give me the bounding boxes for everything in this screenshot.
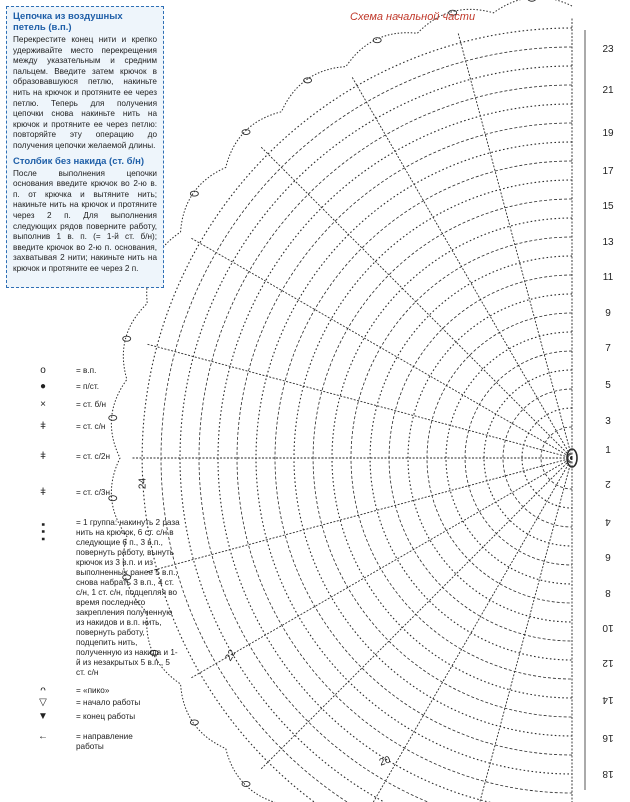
row-number: 24 xyxy=(137,477,149,490)
work-end-icon: ▼ xyxy=(38,711,48,722)
row-number: 7 xyxy=(605,343,611,354)
row-number: 17 xyxy=(602,166,614,177)
row-number: 1 xyxy=(605,445,611,456)
legend-label: = ст. с/3н xyxy=(76,488,110,497)
stitch-row-arc xyxy=(199,85,572,802)
row-number: 16 xyxy=(602,732,614,743)
spoke-line xyxy=(191,458,572,678)
stitch-row-arc xyxy=(503,389,572,527)
row-number: 11 xyxy=(602,272,614,283)
instruction-text-sc: После выполнения цепочки основания введите крючок во 2-ю в. п. от крючка и вытяните нить; накиньте нить на крючок и протяните через 2 п. Для выполнения следующих рядов поверните работу, выполнив 1 в. п. (= 1-й ст. б/н); введите крючок во 2-ю п. основания, захватывая 2 нити; накиньте нить на крючок и протяните ее через 2 п. xyxy=(13,168,157,273)
row-number: 5 xyxy=(605,380,611,391)
legend-label: = в.п. xyxy=(76,366,97,375)
spoke-line xyxy=(147,458,572,572)
scheme-title: Схема начальной части xyxy=(350,11,476,23)
treble-crochet-icon: ǂ xyxy=(40,451,46,462)
scalloped-edge xyxy=(111,0,572,802)
instruction-heading-sc: Столбик без накида (ст. б/н) xyxy=(13,155,145,167)
chain-loop xyxy=(190,720,198,725)
row-number: 14 xyxy=(602,694,614,705)
slip-stitch-icon: ● xyxy=(39,381,47,392)
spoke-line xyxy=(261,147,572,458)
spoke-line xyxy=(191,238,572,458)
row-number: 22 xyxy=(223,647,239,664)
group-icon: ⫶ xyxy=(39,518,47,548)
row-number: 12 xyxy=(602,657,614,668)
chain-loop xyxy=(123,336,131,341)
stitch-row-arc xyxy=(218,104,572,802)
legend-label: = ст. б/н xyxy=(76,400,107,409)
row-number: 6 xyxy=(605,551,611,562)
spoke-line xyxy=(261,458,572,769)
legend-label: = 1 группа: накинуть 2 раза нить на крючок, 6 ст. с/н в следующие 6 п., 3 в.п., повернуть работу, вынуть крючок из 3 в.п. и из выполненных ранее 5 в.п., снова набрать 3 в.п., 4 ст. с/н, 1 ст. с/н, подцепляя во время последнего закрепления полученную из накидов и в.п. нить, повернуть работу, подцепить нить, полученную из накида и 1-й из незакрытых 5 в.п., 5 ст. с/н xyxy=(76,518,180,677)
row-number: 13 xyxy=(602,237,614,248)
spoke-line xyxy=(458,458,572,802)
double-crochet-icon: ǂ xyxy=(40,421,46,432)
chain-loop xyxy=(242,781,250,786)
row-number: 15 xyxy=(602,201,614,212)
spoke-line xyxy=(352,458,572,802)
legend-label: = «пико» xyxy=(76,686,110,695)
chain-stitch-icon: o xyxy=(40,365,46,376)
row-number: 10 xyxy=(602,622,614,633)
row-number: 3 xyxy=(605,416,611,427)
row-number: 2 xyxy=(605,478,611,489)
spoke-line xyxy=(458,33,572,458)
direction-arrow-icon: ← xyxy=(38,731,48,742)
single-crochet-icon: × xyxy=(40,399,46,410)
row-number: 19 xyxy=(602,128,614,139)
stitch-row-arc xyxy=(180,66,572,802)
row-number: 21 xyxy=(602,85,614,96)
instruction-heading-chain: Цепочка из воздушных петель (в.п.) xyxy=(13,11,123,33)
spoke-line xyxy=(352,77,572,458)
row-number: 8 xyxy=(605,587,611,598)
legend-label: = ст. с/2н xyxy=(76,452,110,461)
chain-loop xyxy=(109,415,117,420)
legend-label: = направление работы xyxy=(76,732,133,751)
chain-loop xyxy=(304,78,312,83)
legend-label: = начало работы xyxy=(76,698,141,707)
chain-loop xyxy=(373,38,381,43)
row-number: 20 xyxy=(377,754,393,769)
legend-label: = ст. с/н xyxy=(76,422,106,431)
instruction-text-chain: Перекрестите конец нити и крепко удерживайте место перекрещения между указательным и средним пальцем. Введите затем крючок в образовавшуюся петлю, накиньте нить на крючок и протяните ее через петлю. Теперь для получения цепочки снова накиньте нить на крючок и протяните ее через петлю: повторяйте эту операцию до получения цепочки желаемой длины. xyxy=(13,35,157,150)
stitch-row-arc xyxy=(142,28,572,802)
legend-label: = п/ст. xyxy=(76,382,99,391)
legend-label: = конец работы xyxy=(76,712,136,721)
picot-icon: ᴖ xyxy=(40,685,46,696)
triple-treble-icon: ǂ xyxy=(40,487,46,498)
row-number: 9 xyxy=(605,308,611,319)
chain-loop xyxy=(528,0,536,1)
work-start-icon: ▽ xyxy=(39,697,47,708)
instructions-box xyxy=(6,6,164,288)
row-number: 18 xyxy=(602,768,614,779)
row-number: 23 xyxy=(602,44,614,55)
row-number: 4 xyxy=(605,516,611,527)
spoke-line xyxy=(147,344,572,458)
